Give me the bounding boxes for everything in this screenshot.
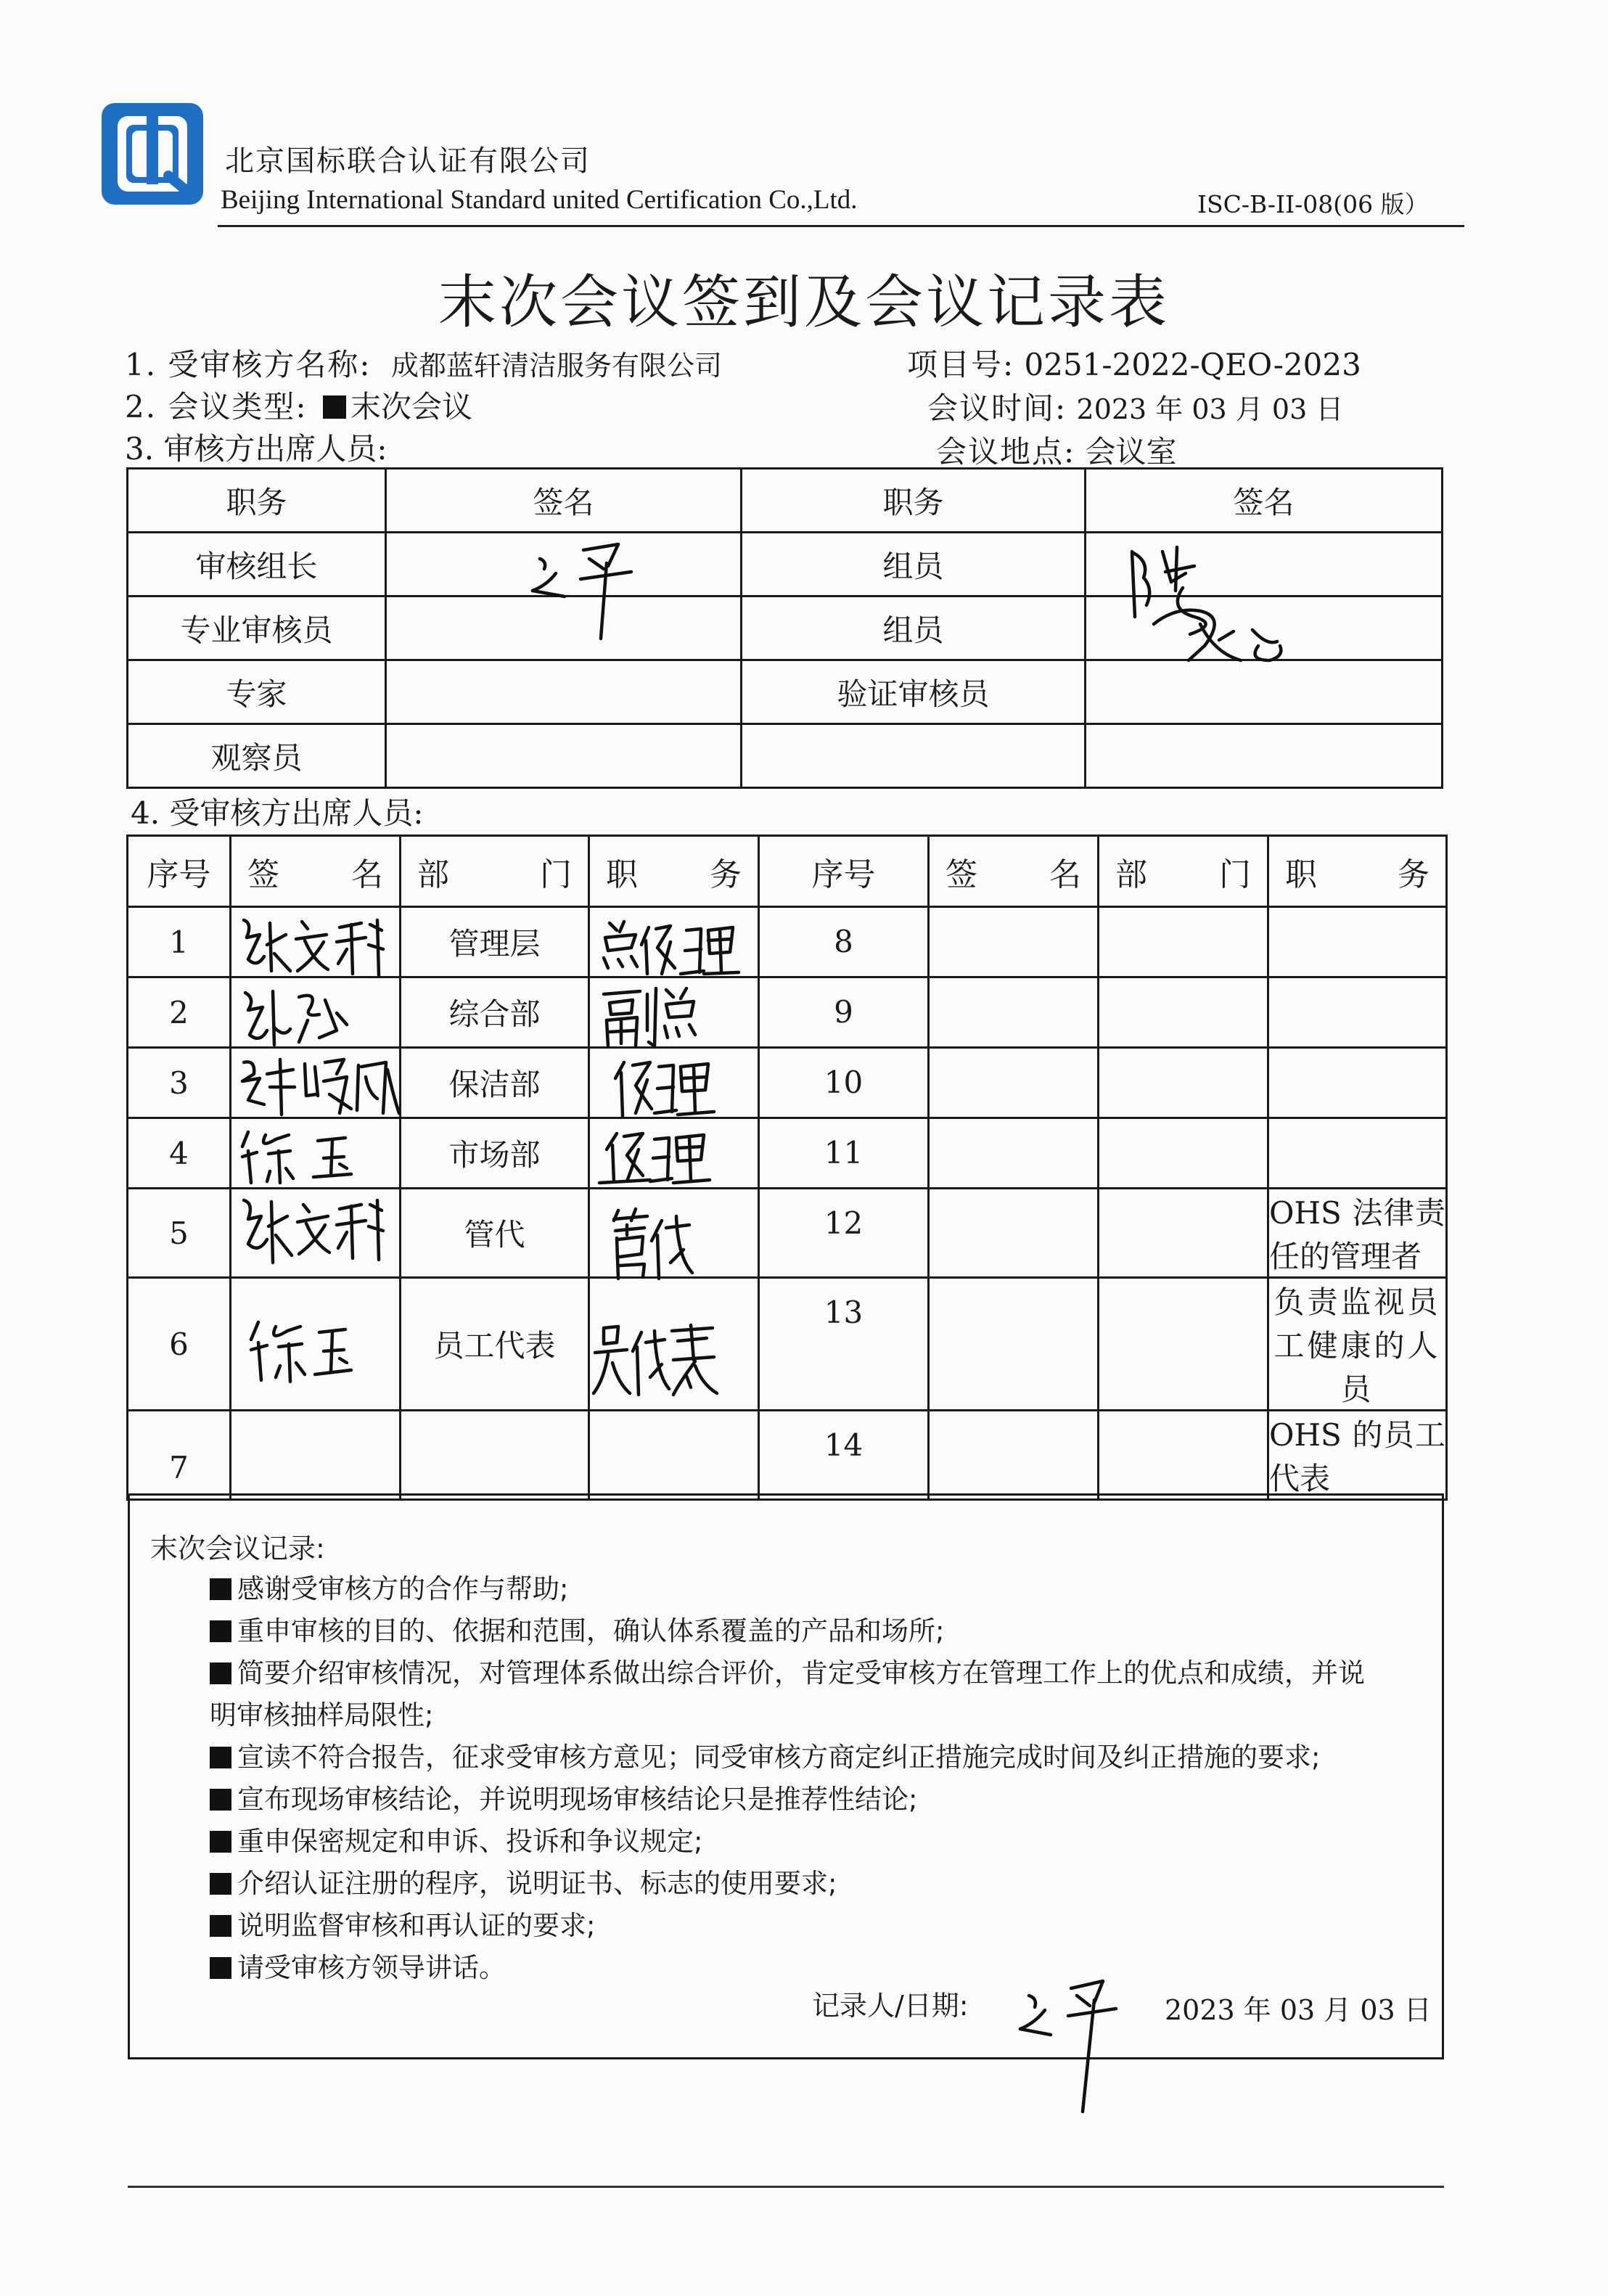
- table-header-row: [128, 836, 1447, 907]
- meeting-type-field: [125, 383, 472, 427]
- row-number: 8: [759, 907, 929, 977]
- list-item-text: 宣读不符合报告，征求受审核方意见；同受审核方商定纠正措施完成时间及纠正措施的要求;: [237, 1742, 1321, 1773]
- duty-cell: [1268, 1048, 1447, 1118]
- list-item: [210, 1777, 917, 1816]
- role-cell: 审核组长: [128, 533, 386, 596]
- header-cell: 职务: [128, 469, 386, 533]
- signature-cell: [929, 1411, 1099, 1500]
- meeting-place-value: 会议室: [1085, 434, 1177, 470]
- list-item-text: 说明监督审核和再认证的要求;: [237, 1910, 596, 1941]
- auditee-attendees-label: 4. 受审核方出席人员:: [131, 795, 424, 831]
- notes-title: 末次会议记录:: [150, 1533, 325, 1565]
- company-name-cn: 北京国标联合认证有限公司: [225, 144, 591, 178]
- role-cell: 验证审核员: [742, 660, 1086, 724]
- header-cell: 签 名: [231, 836, 401, 907]
- list-item: [210, 1946, 506, 1985]
- list-item: [210, 1567, 568, 1606]
- recorder-date: 2023 年 03 月 03 日: [1165, 1994, 1432, 2026]
- department-cell: 管理层: [401, 907, 589, 977]
- row-number: 4: [128, 1118, 231, 1189]
- duty-cell: OHS 法律责任的管理者: [1268, 1189, 1447, 1278]
- list-item-continuation: 明审核抽样局限性;: [210, 1700, 434, 1731]
- meeting-time-label: 会议时间:: [927, 390, 1067, 426]
- list-item-text: 宣布现场审核结论，并说明现场审核结论只是推荐性结论;: [237, 1784, 918, 1815]
- signature-row6-duty-icon: [589, 1322, 720, 1398]
- signature-cell: [386, 660, 742, 724]
- signature-row6-name-icon: [247, 1313, 356, 1386]
- signature-row5-duty-icon: [608, 1206, 695, 1282]
- row-number: 7: [128, 1411, 231, 1500]
- checked-box-icon: [210, 1957, 231, 1979]
- signature-cell: [386, 724, 742, 788]
- signature-cell: [929, 907, 1099, 977]
- header-cell: 职务: [742, 469, 1086, 533]
- role-cell: 组员: [742, 596, 1086, 660]
- list-item: [210, 1903, 595, 1943]
- meeting-notes-box: [128, 1493, 1444, 2059]
- meeting-type-value: 末次会议: [350, 389, 472, 425]
- header-cell: 部 门: [401, 836, 589, 907]
- document-title: 末次会议签到及会议记录表: [438, 268, 1170, 336]
- signature-recorder-icon: [1013, 1974, 1136, 2119]
- form-code: ISC-B-II-08(06 版）: [1197, 190, 1429, 218]
- row-number: 11: [759, 1118, 929, 1189]
- role-cell: [742, 724, 1086, 788]
- meeting-place-label: 会议地点:: [936, 434, 1076, 470]
- checked-box-icon: [210, 1747, 231, 1768]
- list-item-text: 介绍认证注册的程序，说明证书、标志的使用要求;: [237, 1868, 837, 1899]
- row-number: 6: [128, 1278, 231, 1411]
- checked-box-icon: [210, 1662, 231, 1684]
- role-cell: 专业审核员: [128, 596, 386, 660]
- department-cell: 综合部: [401, 977, 589, 1048]
- signature-row3-duty-icon: [607, 1057, 715, 1119]
- signature-row1-duty-icon: [595, 916, 740, 978]
- checked-box-icon: [210, 1915, 231, 1937]
- duty-cell: OHS 的员工代表: [1268, 1411, 1447, 1500]
- checked-box-icon: [210, 1620, 231, 1642]
- department-cell: [1099, 1411, 1268, 1500]
- meeting-place-field: [936, 428, 1177, 472]
- list-item-text: 感谢受审核方的合作与帮助;: [237, 1573, 569, 1604]
- list-item: [210, 1609, 944, 1648]
- table-header-row: [128, 469, 1443, 533]
- duty-cell: [1268, 977, 1447, 1048]
- checked-box-icon: [210, 1831, 231, 1853]
- signature-leader-icon: [522, 534, 668, 643]
- duty-cell: 负责监视员工健康的人员: [1268, 1278, 1447, 1411]
- table-row: [128, 1411, 1447, 1500]
- duty-signature-cell: [589, 1411, 759, 1500]
- auditee-name-label: 1. 受审核方名称:: [125, 347, 372, 382]
- list-item: [210, 1819, 702, 1858]
- checked-box-icon: [210, 1873, 231, 1895]
- row-number: 5: [128, 1189, 231, 1278]
- company-name-en: Beijing International Standard united Certification Co.,Ltd.: [221, 185, 858, 215]
- recorder-label: 记录人/日期:: [812, 1990, 969, 2022]
- signature-row1-name-icon: [238, 913, 390, 978]
- duty-cell: [1268, 1118, 1447, 1189]
- row-number: 9: [759, 977, 929, 1048]
- meeting-time-value: 2023 年 03 月 03 日: [1076, 393, 1344, 425]
- row-number: 14: [759, 1411, 929, 1500]
- signature-members-icon: [1125, 537, 1299, 682]
- checked-box-icon: [323, 395, 346, 419]
- auditee-name-field: [125, 341, 722, 385]
- signature-cell: [929, 1048, 1099, 1118]
- signature-cell: [929, 1118, 1099, 1189]
- table-row: [128, 724, 1443, 788]
- row-number: 12: [759, 1189, 929, 1278]
- signature-cell: [1086, 724, 1443, 788]
- list-item: [210, 1735, 1320, 1774]
- row-number: 1: [128, 907, 231, 977]
- department-cell: 市场部: [401, 1118, 589, 1189]
- isc-logo-icon: [99, 100, 206, 208]
- list-item-text: 请受审核方领导讲话。: [237, 1952, 506, 1983]
- row-number: 13: [759, 1278, 929, 1411]
- project-number-field: [907, 341, 1361, 385]
- checked-box-icon: [210, 1578, 231, 1600]
- row-number: 3: [128, 1048, 231, 1118]
- header-cell: 职 务: [589, 836, 759, 907]
- role-cell: 观察员: [128, 724, 386, 788]
- signature-row2-name-icon: [238, 984, 369, 1049]
- header-cell: 签名: [1086, 469, 1443, 533]
- department-cell: 管代: [401, 1189, 589, 1278]
- footer-divider: [128, 2186, 1444, 2188]
- role-cell: 组员: [742, 533, 1086, 596]
- duty-cell: [1268, 907, 1447, 977]
- auditor-attendees-label: 3. 审核方出席人员:: [125, 431, 387, 467]
- role-cell: 专家: [128, 660, 386, 724]
- header-cell: 序号: [759, 836, 929, 907]
- header-cell: 签名: [386, 469, 742, 533]
- header-cell: 职 务: [1268, 836, 1447, 907]
- list-item: [210, 1651, 1365, 1690]
- signature-row4-duty-icon: [596, 1129, 713, 1187]
- project-number-value: 0251-2022-QEO-2023: [1024, 347, 1361, 382]
- department-cell: [1099, 1189, 1268, 1278]
- department-cell: [401, 1411, 589, 1500]
- header-cell: 签 名: [929, 836, 1099, 907]
- department-cell: 员工代表: [401, 1278, 589, 1411]
- header-divider: [218, 225, 1464, 227]
- signature-cell: [929, 977, 1099, 1048]
- department-cell: 保洁部: [401, 1048, 589, 1118]
- checked-box-icon: [210, 1789, 231, 1811]
- signature-cell: [929, 1278, 1099, 1411]
- list-item-text: 重申审核的目的、依据和范围，确认体系覆盖的产品和场所;: [237, 1615, 945, 1647]
- signature-row3-name-icon: [238, 1052, 405, 1119]
- header-cell: 序号: [128, 836, 231, 907]
- department-cell: [1099, 1048, 1268, 1118]
- signature-row2-duty-icon: [599, 984, 701, 1049]
- project-number-label: 项目号:: [907, 347, 1015, 382]
- meeting-type-label: 2. 会议类型:: [125, 389, 308, 425]
- auditee-name-value: 成都蓝轩清洁服务有限公司: [390, 350, 722, 382]
- signature-cell: [929, 1189, 1099, 1278]
- row-number: 2: [128, 977, 231, 1048]
- department-cell: [1099, 1278, 1268, 1411]
- list-item: [210, 1861, 837, 1901]
- list-item-text: 重申保密规定和申诉、投诉和争议规定;: [237, 1826, 703, 1857]
- list-item-text: 简要介绍审核情况，对管理体系做出综合评价，肯定受审核方在管理工作上的优点和成绩，并说: [237, 1657, 1365, 1689]
- department-cell: [1099, 907, 1268, 977]
- meeting-time-field: [927, 385, 1343, 428]
- header-cell: 部 门: [1099, 836, 1268, 907]
- signature-row4-name-icon: [238, 1125, 361, 1186]
- signature-row5-name-icon: [238, 1190, 390, 1270]
- signature-cell: [231, 1411, 401, 1500]
- department-cell: [1099, 1118, 1268, 1189]
- department-cell: [1099, 977, 1268, 1048]
- row-number: 10: [759, 1048, 929, 1118]
